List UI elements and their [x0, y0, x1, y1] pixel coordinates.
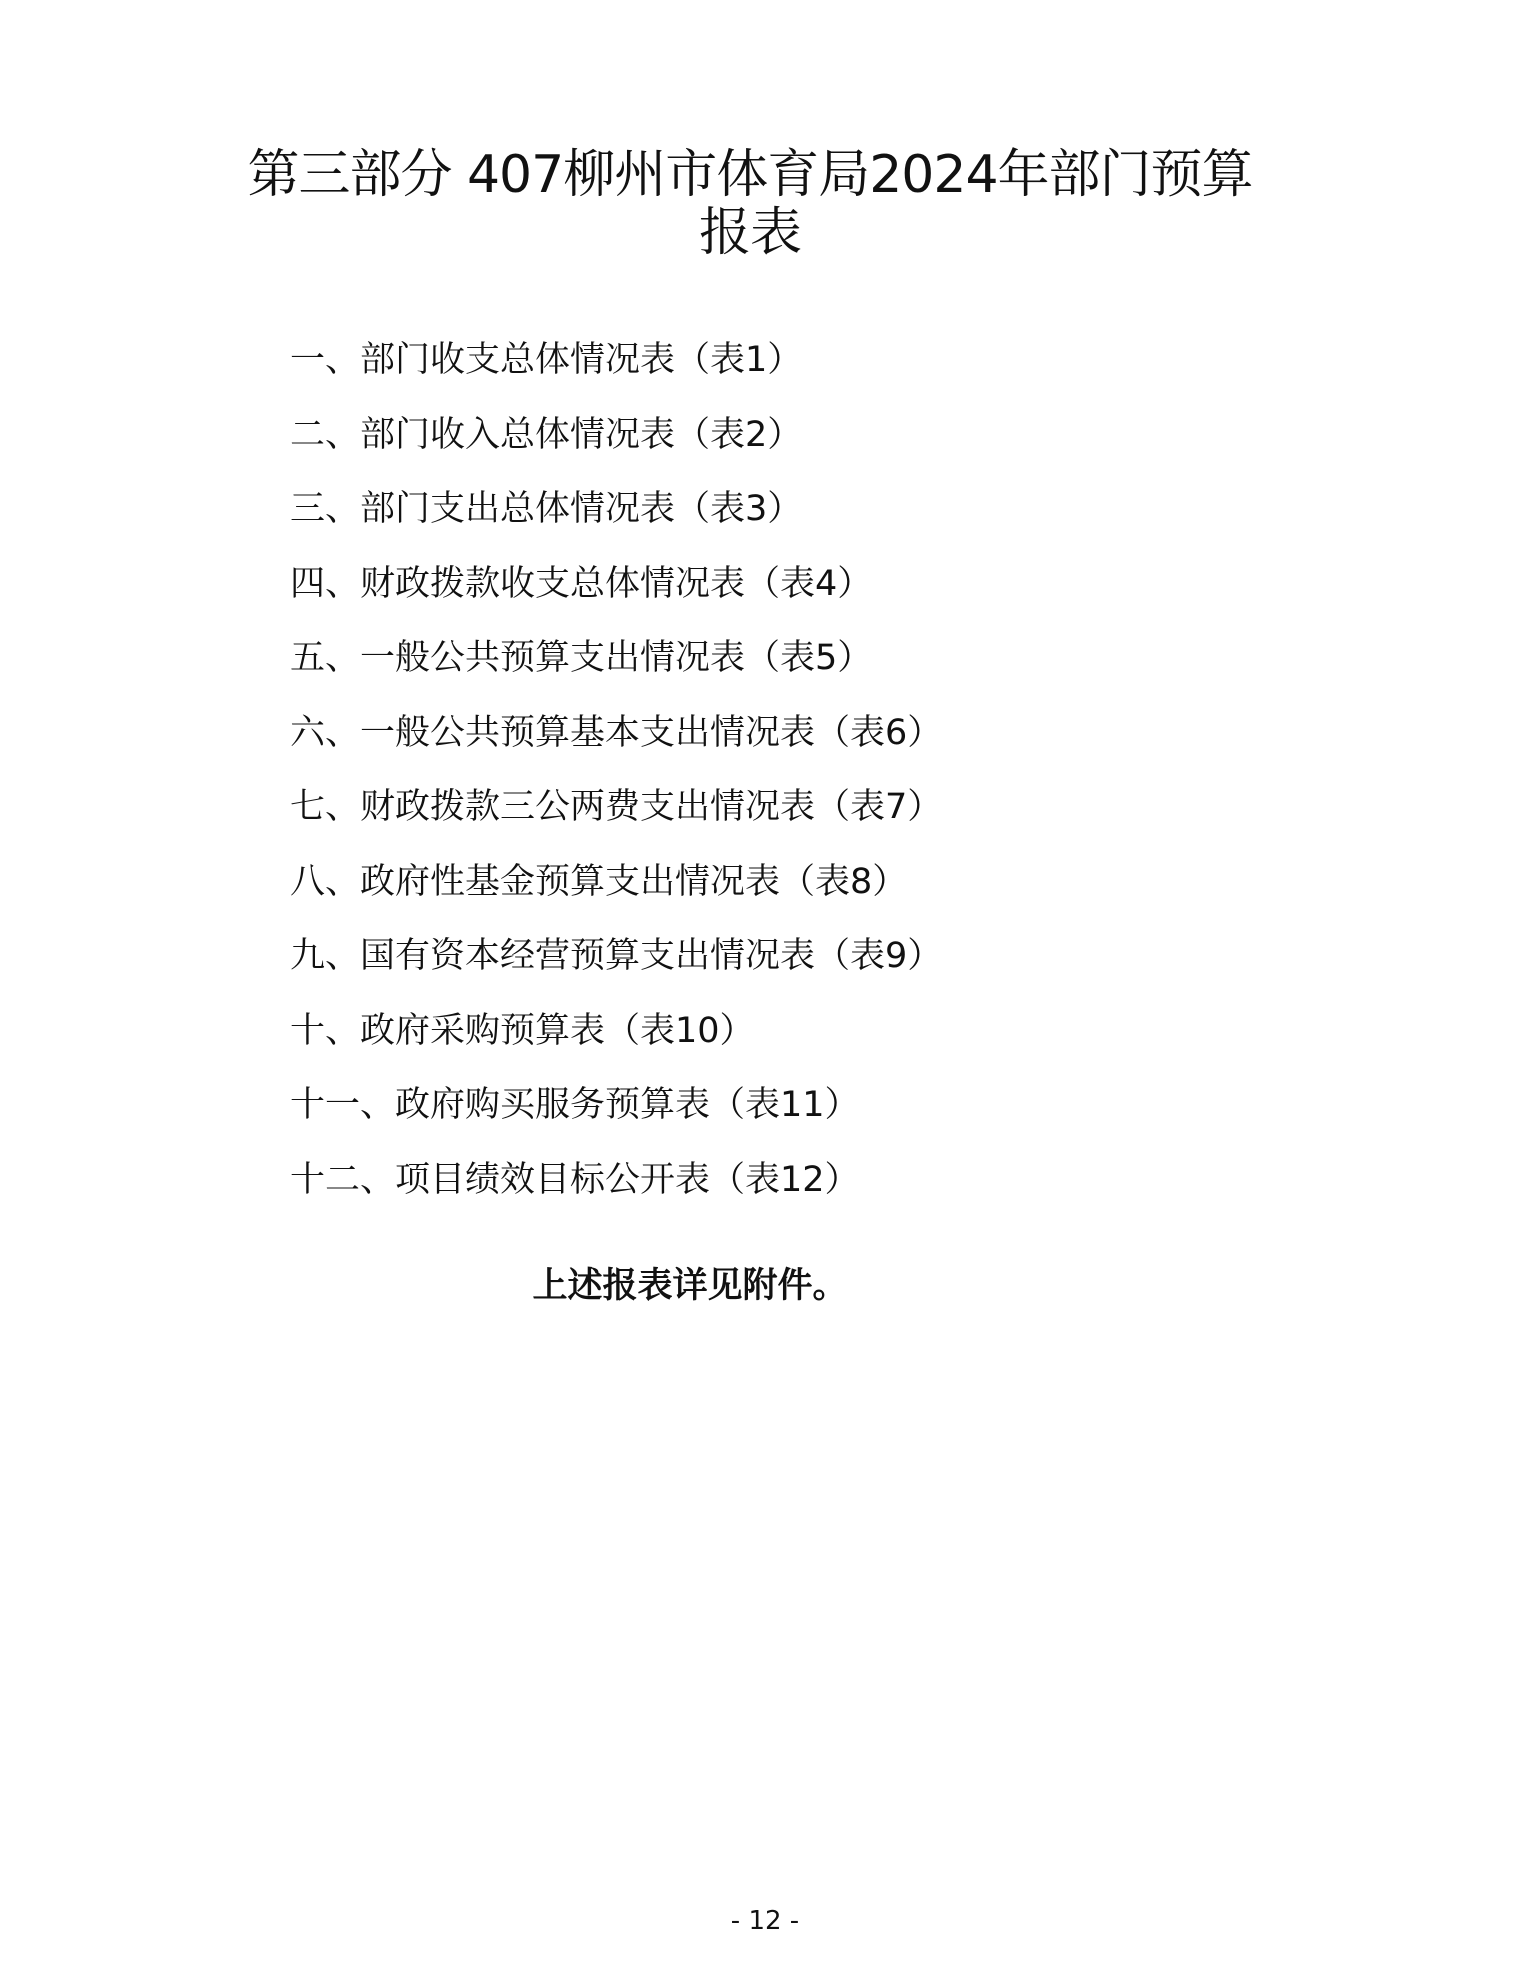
list-item: 三、部门支出总体情况表（表3） — [290, 489, 803, 529]
title-line-2: 报表 — [698, 203, 801, 263]
list-item: 十二、项目绩效目标公开表（表12） — [290, 1159, 860, 1200]
report-list — [290, 334, 942, 1228]
list-item: 二、部门收入总体情况表（表2） — [290, 414, 803, 455]
list-item: 五、一般公共预算支出情况表（表5） — [290, 638, 873, 678]
list-item: 十、政府采购预算表（表10） — [290, 1010, 755, 1051]
title-line-1: 第三部分 407柳州市体育局2024年部门预算 — [247, 145, 1253, 205]
list-item: 四、财政拨款收支总体情况表（表4） — [290, 563, 873, 604]
page-number: - 12 - — [730, 1906, 800, 1936]
document-title — [150, 146, 1350, 262]
list-item: 十一、政府购买服务预算表（表11） — [290, 1085, 860, 1125]
list-item: 九、国有资本经营预算支出情况表（表9） — [290, 936, 943, 976]
attachment-note: 上述报表详见附件。 — [532, 1266, 848, 1306]
list-item: 六、一般公共预算基本支出情况表（表6） — [290, 712, 943, 753]
list-item: 七、财政拨款三公两费支出情况表（表7） — [290, 787, 943, 827]
list-item: 一、部门收支总体情况表（表1） — [290, 340, 803, 380]
list-item: 八、政府性基金预算支出情况表（表8） — [290, 861, 908, 902]
